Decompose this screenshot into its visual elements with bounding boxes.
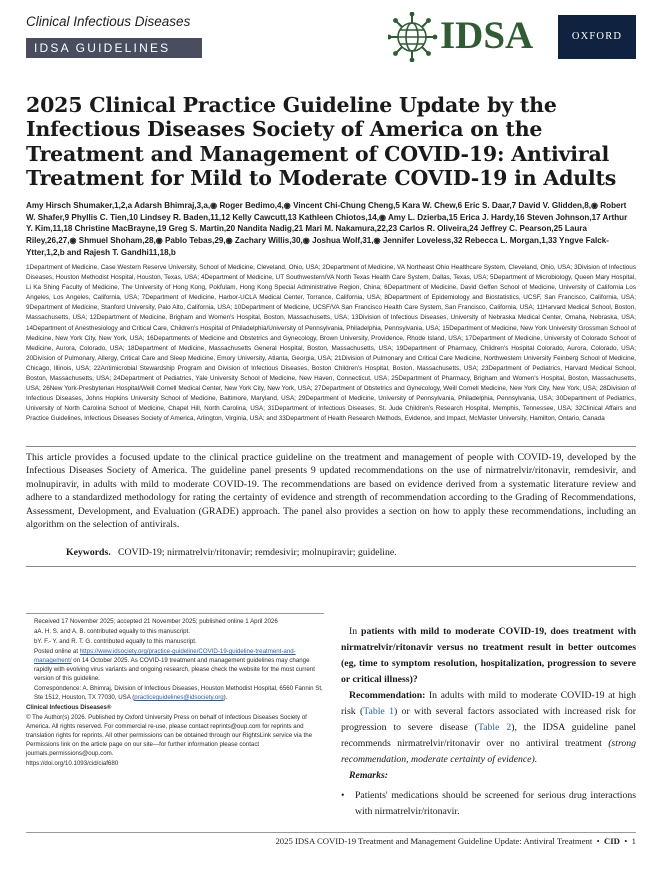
received-dates: Received 17 November 2025; accepted 21 November 2025; published online 1 April 2026: [34, 618, 278, 625]
guideline-link[interactable]: https://www.idsociety.org/practice-guideline/COVID-19-guideline-treatment-and-management/: [34, 648, 296, 665]
bullet-text: Patients' medications should be screened for serious drug interactions with nirmatrelvir/ritonavir.: [355, 790, 636, 817]
question-prefix: In: [349, 626, 358, 637]
copyright: © The Author(s) 2026. Published by Oxford University Press on behalf of Infectious Diseases Society of America. All rights reserved. For commercial re-use, please contact reprints@oup.com for reprints and translation rights for reprints. All other permissions can be obtained through our RightsLink service via the Permissions link on the article page on our site—for further information please contact journals.permissions@oup.com.: [26, 714, 313, 757]
running-footer: 2025 IDSA COVID-19 Treatment and Management Guideline Update: Antiviral Treatment • CID • 1: [26, 832, 636, 846]
section-label: IDSA GUIDELINES: [26, 38, 202, 58]
author-list: Amy Hirsch Shumaker,1,2,a Adarsh Bhimraj,3,a,◉ Roger Bedimo,4,◉ Vincent Chi-Chung Cheng,5 Kara W. Chew,6 Eric S. Daar,7 David V. Glidden,8,◉ Robert W. Shafer,9 Phyllis C. Tien,10 Lindsey R. Baden,11,12 Kelly Cawcutt,13 Kathleen Chiotos,14,◉ Amy L. Dzierba,15 Erica J. Hardy,16 Steven Johnson,17 Arthur Y. Kim,11,18 Christine MacBrayne,19 Greg S. Martin,20 Nandita Nadig,21 Mari M. Nakamura,22,23 Carlos R. Oliveira,24 Jeffrey C. Pearson,25 Laura Riley,26,27,◉ Shmuel Shoham,28,◉ Pablo Tebas,29,◉ Zachary Willis,30,◉ Joshua Wolf,31,◉ Jennifer Loveless,32 Rebecca L. Morgan,1,33 Yngve Falck-Ytter,1,2,b and Rajesh T. Gandhi11,18,b: [26, 201, 628, 257]
table-1-link[interactable]: Table 1: [363, 706, 394, 717]
journal-abbrev: CID: [603, 836, 620, 846]
keywords-label: Keywords.: [66, 547, 111, 558]
body-column: [341, 624, 636, 820]
journal-label: Clinical Infectious Diseases®: [26, 704, 112, 712]
correspondence-email-link[interactable]: practiceguidelines@idsociety.org: [134, 694, 224, 701]
table-2-link[interactable]: Table 2: [477, 722, 512, 733]
keywords: [66, 546, 636, 559]
recommendation-label: Recommendation:: [349, 690, 426, 701]
footnote-b: bY. F.- Y. and R. T. G. contributed equally to this manuscript.: [34, 638, 197, 646]
posted-suffix: on 14 October 2025. As COVID-19 treatment and management guidelines may change rapidly with evolving virus variants and ongoing research, please check the website for the most current version of this guideline.: [34, 657, 315, 682]
keywords-text: COVID-19; nirmatrelvir/ritonavir; remdesivir; molnupiravir; guideline.: [118, 547, 397, 558]
oxford-logo: OXFORD: [558, 15, 636, 59]
affiliations: 1Department of Medicine, Case Western Reserve University, School of Medicine, Cleveland, Ohio, USA; 2Department of Medicine, VA Northeast Ohio Healthcare System, Cleveland, Ohio, USA; 3Division of Infectious Diseases, Houston Methodist Hospital, Houston, Texas, USA; 4Department of Medicine, UT Southwestern/VA North Texas Health Care System, Dallas, Texas, USA; 5Department of Microbiology, Queen Mary Hospital, Li Ka Shing Faculty of Medicine, The University of Hong Kong, Pokfulam, Hong Kong Special Administrative Region, China; 6Department of Medicine, David Geffen School of Medicine, University of California Los Angeles, Los Angeles, California, USA; 7Department of Medicine, Harbor-UCLA Medical Center, Torrance, California, USA; 8Department of Epidemiology and Biostatistics, UCSF, San Francisco, California, USA; 9Department of Medicine, Stanford University, Palo Alto, California, USA; 10Department of Medicine, UCSF/VA San Francisco Health Care System, San Francisco, California, USA; 11Harvard Medical School, Boston, Massachusetts, USA; 12Department of Medicine, Brigham and Women's Hospital, Boston, Massachusetts, USA; 13Division of Infectious Diseases, University of Nebraska Medical Center, Omaha, Nebraska, USA; 14Department of Anesthesiology and Critical Care, Children's Hospital of Philadelphia/University of Pennsylvania, Philadelphia, Pennsylvania, USA; 15Department of Medicine, New York University Grossman School of Medicine, New York City, New York, USA; 16Departments of Medicine and Obstetrics and Gynecology, Brown University, Providence, Rhode Island, USA; 17Department of Medicine, University of Colorado School of Medicine, Aurora, Colorado, USA; 18Department of Medicine, Massachusetts General Hospital, Boston, Massachusetts, USA; 19Department of Pharmacy, Children's Hospital Colorado, Aurora, Colorado, USA; 20Division of Pulmonary, Allergy, Critical Care and Sleep Medicine, Emory University, Atlanta, Georgia, USA; 21Division of Pulmonary and Critical Care Medicine, Northwestern University Feinberg School of Medicine, Chicago, Illinois, USA; 22Antimicrobial Stewardship Program and Division of Infectious Diseases, Boston Children's Hospital, Boston, Massachusetts, USA; 23Department of Pediatrics, Harvard Medical School, Boston, Massachusetts, USA; 24Department of Pediatrics, Yale University School of Medicine, New Haven, Connecticut, USA; 25Department of Pharmacy, Brigham and Women's Hospital, Boston, Massachusetts, USA; 26New York-Presbyterian Hospital/Weill Cornell Medical Center, New York City, New York, USA; 27Department of Obstetrics and Gynecology, Weill Cornell Medicine, New York City, New York, USA; 28Division of Infectious Diseases, Johns Hopkins University School of Medicine, Baltimore, Maryland, USA; 29Department of Medicine, University of Pennsylvania, Philadelphia, Pennsylvania, USA; 30Department of Pediatrics, University of North Carolina School of Medicine, Chapel Hill, North Carolina, USA; 31Department of Infectious Diseases, St. Jude Children's Research Hospital, Memphis, Tennessee, USA; 32Clinical Affairs and Practice Guidelines, Infectious Diseases Society of America, Arlington, Virginia, USA; and 33Department of Health Research Methods, Evidence, and Impact, McMaster University, Hamilton, Ontario, Canada: [26, 264, 636, 423]
correspondence-suffix: ).: [223, 694, 228, 701]
rec-part-2: ) or with several factors associated with increased risk for progression to severe disease (: [341, 706, 637, 733]
divider: [26, 446, 636, 447]
recommendation-strength: (strong recommendation, moderate certainty of evidence).: [341, 738, 636, 765]
remarks-label: Remarks:: [349, 770, 388, 781]
rec-part-1: In adults with mild to moderate COVID-19 at high risk (: [341, 690, 637, 717]
correspondence-prefix: Correspondence: A. Bhimraj, Division of Infectious Diseases, Houston Methodist Hospital, 6560 Fannin St, Ste 1512, Houston, TX 77030, USA (: [34, 685, 323, 701]
clinical-question: [341, 624, 636, 688]
footnotes: [26, 613, 324, 770]
correspondence: [26, 685, 324, 703]
article-title: 2025 Clinical Practice Guideline Update by the Infectious Diseases Society of America on the Treatment and Management of COVID-19: Antiviral Treatment for Mild to Moderate COVID-19 in Adults: [26, 93, 617, 191]
bullet-icon: •: [341, 790, 345, 801]
list-item: [341, 788, 636, 820]
running-title: 2025 IDSA COVID-19 Treatment and Management Guideline Update: Antiviral Treatment: [275, 836, 593, 846]
rec-part-3: ), the IDSA guideline panel recommends nirmatrelvir/ritonavir over no antiviral treatment: [341, 722, 636, 749]
idsa-wordmark: IDSA: [440, 14, 534, 57]
doi-link[interactable]: https://doi.org/10.1093/cid/ciaf680: [26, 759, 119, 767]
divider: [26, 566, 636, 567]
posted-note: [26, 648, 324, 684]
question-text: patients with mild to moderate COVID-19, does treatment with nirmatrelvir/ritonavir versus no treatment result in better outcomes (eg, time to symptom resolution, hospitalization, progression to severe or critical illness)?: [341, 626, 637, 685]
recommendation: [341, 688, 636, 768]
page-number: 1: [631, 836, 636, 846]
abstract: This article provides a focused update to the clinical practice guideline on the treatment and management of people with COVID-19, developed by the Infectious Diseases Society of America. The guideline panel presents 9 updated recommendations on the use of nirmatrelvir/ritonavir, remdesivir, and molnupiravir, in adults with mild to moderate COVID-19. The recommendations are based on evidence derived from a systematic literature review and adhere to a standardized methodology for rating the certainty of evidence and strength of recommendation according to the Grading of Recommendations, Assessment, Development, and Evaluation (GRADE) approach. The panel also provides a section on how to apply these recommendations, including an algorithm on the selection of antivirals.: [26, 452, 636, 531]
posted-prefix: Posted online at: [34, 648, 79, 656]
footnote-a: aA. H. S. and A. B. contributed equally to this manuscript.: [34, 628, 190, 636]
journal-name: Clinical Infectious Diseases: [26, 14, 191, 29]
